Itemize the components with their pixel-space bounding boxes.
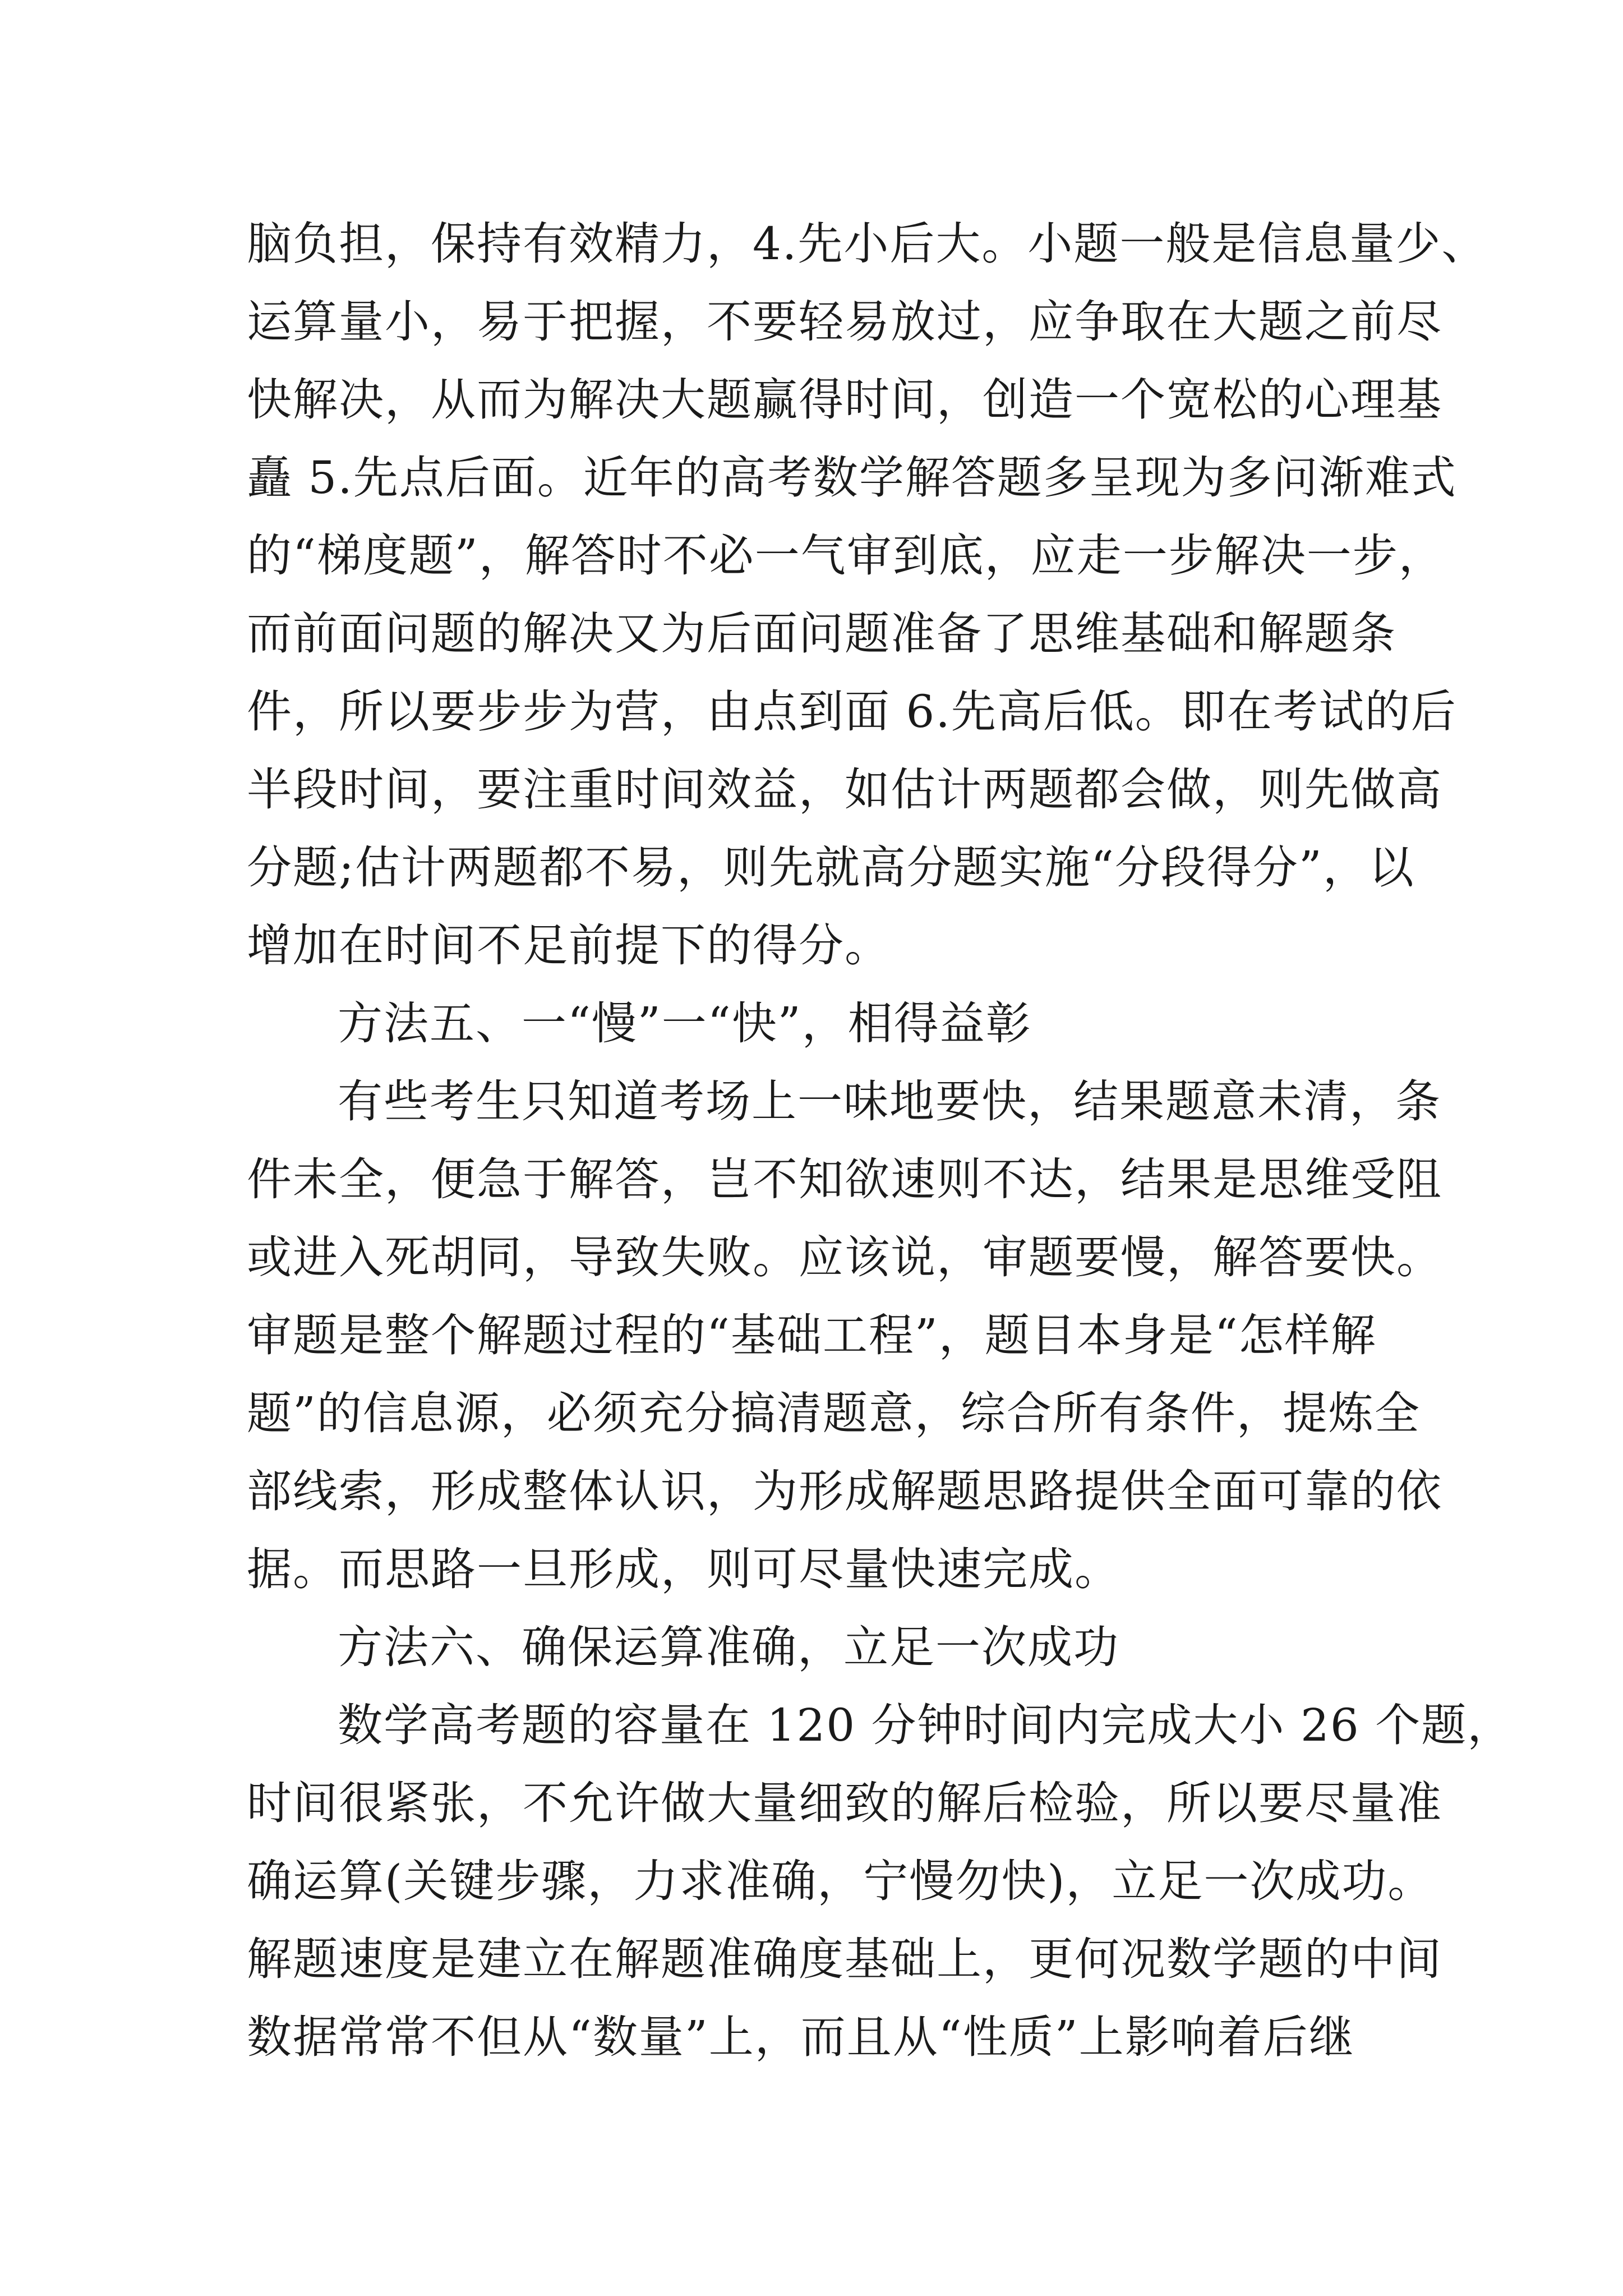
text-line: 确运算(关键步骤，力求准确，宁慢勿快)，立足一次成功。: [247, 1855, 1434, 1907]
text-line: 的“梯度题”，解答时不必一气审到底，应走一步解决一步，: [247, 530, 1445, 582]
paragraph-start: 有些考生只知道考场上一味地要快，结果题意未清，条: [338, 1075, 1441, 1128]
text-line: 增加在时间不足前提下的得分。: [247, 919, 891, 972]
text-line: 运算量小，易于把握，不要轻易放过，应争取在大题之前尽: [247, 296, 1442, 348]
text-line: 时间很紧张，不允许做大量细致的解后检验，所以要尽量准: [247, 1777, 1442, 1829]
text-line: 或进入死胡同，导致失败。应该说，审题要慢，解答要快。: [247, 1231, 1442, 1283]
text-line: 快解决，从而为解决大题赢得时间，创造一个宽松的心理基: [247, 374, 1442, 426]
text-line: 审题是整个解题过程的“基础工程”，题目本身是“怎样解: [247, 1309, 1377, 1361]
text-line: 脑负担，保持有效精力，4.先小后大。小题一般是信息量少、: [247, 218, 1488, 270]
text-line: 部线索，形成整体认识，为形成解题思路提供全面可靠的依: [247, 1465, 1442, 1517]
text-line: 据。而思路一旦形成，则可尽量快速完成。: [247, 1543, 1121, 1595]
text-line: 件，所以要步步为营，由点到面 6.先高后低。即在考试的后: [247, 685, 1457, 738]
text-line: 题”的信息源，必须充分搞清题意，综合所有条件，提炼全: [247, 1387, 1421, 1439]
text-line: 解题速度是建立在解题准确度基础上，更何况数学题的中间: [247, 1933, 1442, 1985]
text-line: 半段时间，要注重时间效益，如估计两题都会做，则先做高: [247, 763, 1442, 816]
text-line: 件未全，便急于解答，岂不知欲速则不达，结果是思维受阻: [247, 1153, 1442, 1205]
paragraph-start: 数学高考题的容量在 120 分钟时间内完成大小 26 个题，: [338, 1699, 1514, 1751]
section-heading-method-five: 方法五、一“慢”一“快”，相得益彰: [338, 997, 1032, 1050]
text-line: 而前面问题的解决又为后面问题准备了思维基础和解题条: [247, 608, 1396, 660]
body-text: [247, 205, 1514, 2076]
section-heading-method-six: 方法六、确保运算准确，立足一次成功: [338, 1621, 1119, 1673]
text-line: 矗 5.先点后面。近年的高考数学解答题多呈现为多问渐难式: [247, 452, 1457, 504]
text-line: 分题;估计两题都不易，则先就高分题实施“分段得分”，以: [247, 841, 1415, 894]
text-line: 数据常常不但从“数量”上，而且从“性质”上影响着后继: [247, 2011, 1355, 2063]
